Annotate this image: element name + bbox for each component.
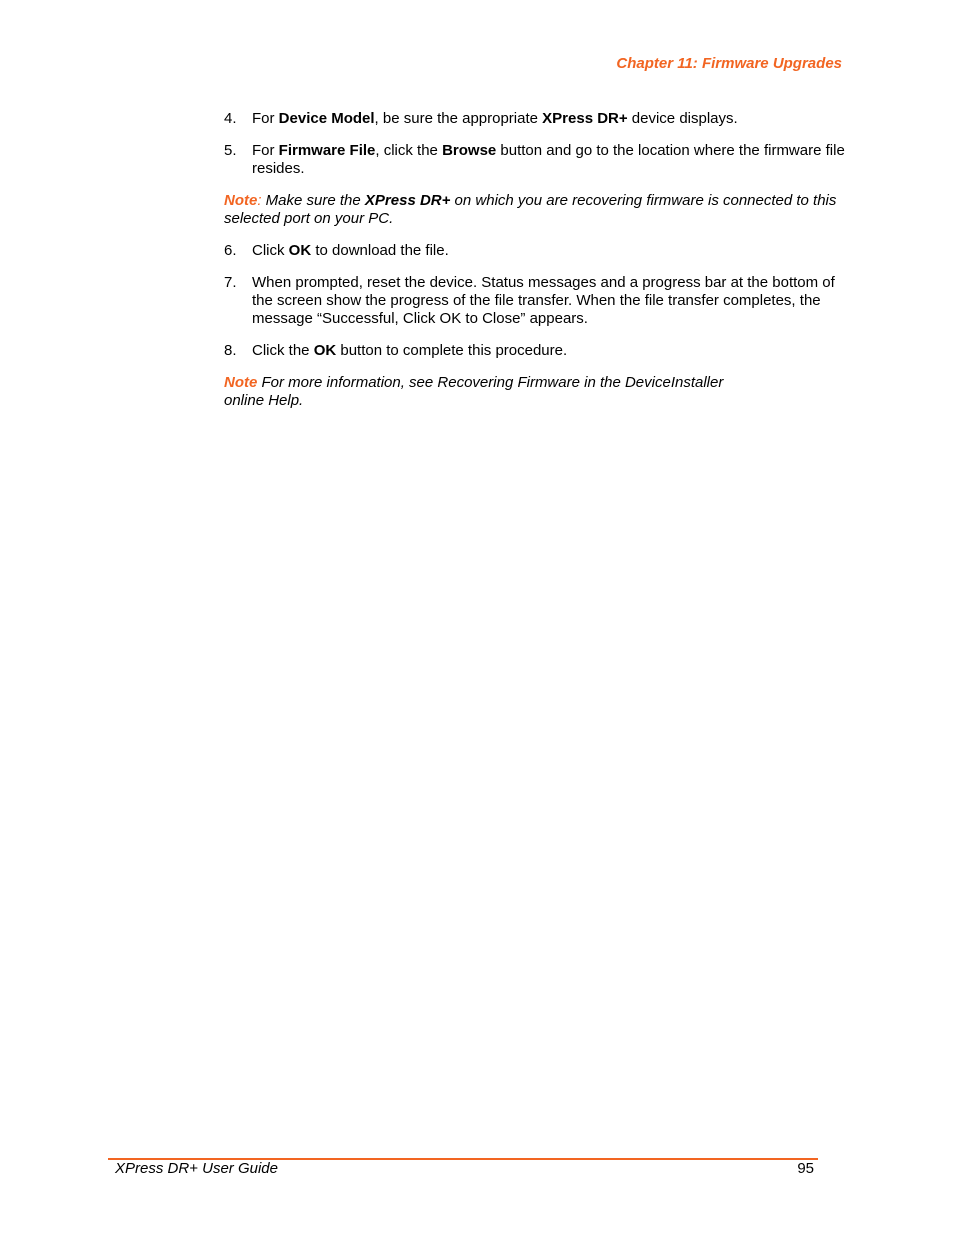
note-port: [224, 192, 846, 228]
step-text: For: [252, 142, 279, 159]
note-label: Note: [224, 374, 258, 391]
note-text: online Help.: [224, 392, 304, 409]
chapter-header: Chapter 11: Firmware Upgrades: [616, 55, 842, 72]
step-bold-term: Device Model: [278, 110, 375, 127]
note-more-info: [224, 374, 846, 410]
step-bold-term: Browse: [442, 142, 497, 159]
footer-title: XPress DR+ User Guide: [115, 1160, 278, 1177]
note-label: Note: [224, 192, 258, 209]
step-number: 4.: [224, 110, 237, 127]
note-colon: :: [257, 192, 262, 209]
step-text: When prompted, reset the device. Status messages and a progress bar at the bottom of the screen show the progress of the file transfer. When the file transfer completes, the message “Successful, Click OK to Close” appears.: [252, 274, 835, 327]
step-bold-term: XPress DR+: [542, 110, 628, 127]
step-bold-term: OK: [288, 242, 312, 259]
step-text: Click the: [252, 342, 314, 359]
step-bold-term: Firmware File: [278, 142, 376, 159]
step-number: 5.: [224, 142, 237, 159]
step-4: [224, 110, 846, 128]
step-7: [224, 274, 846, 328]
note-text: Make sure the: [261, 192, 365, 209]
note-text: on which you are recovering firmware is connected to this selected port on your PC.: [224, 192, 837, 227]
note-text: For more information, see Recovering Firmware in the DeviceInstaller: [257, 374, 724, 391]
step-text: , be sure the appropriate: [374, 110, 543, 127]
step-number: 7.: [224, 274, 237, 291]
step-bold-term: OK: [313, 342, 337, 359]
step-text: device displays.: [627, 110, 738, 127]
step-text: to download the file.: [311, 242, 449, 259]
note-bold-term: XPress DR+: [364, 192, 451, 209]
step-text: button to complete this procedure.: [336, 342, 568, 359]
step-5: [224, 142, 846, 178]
step-number: 6.: [224, 242, 237, 259]
step-text: Click: [252, 242, 289, 259]
step-text: button and go to the location where the firmware file resides.: [252, 142, 845, 177]
step-text: For: [252, 110, 279, 127]
step-text: , click the: [375, 142, 443, 159]
main-content: [224, 110, 846, 424]
step-6: [224, 242, 846, 260]
step-8: [224, 342, 846, 360]
page-number: 95: [797, 1160, 814, 1177]
step-number: 8.: [224, 342, 237, 359]
